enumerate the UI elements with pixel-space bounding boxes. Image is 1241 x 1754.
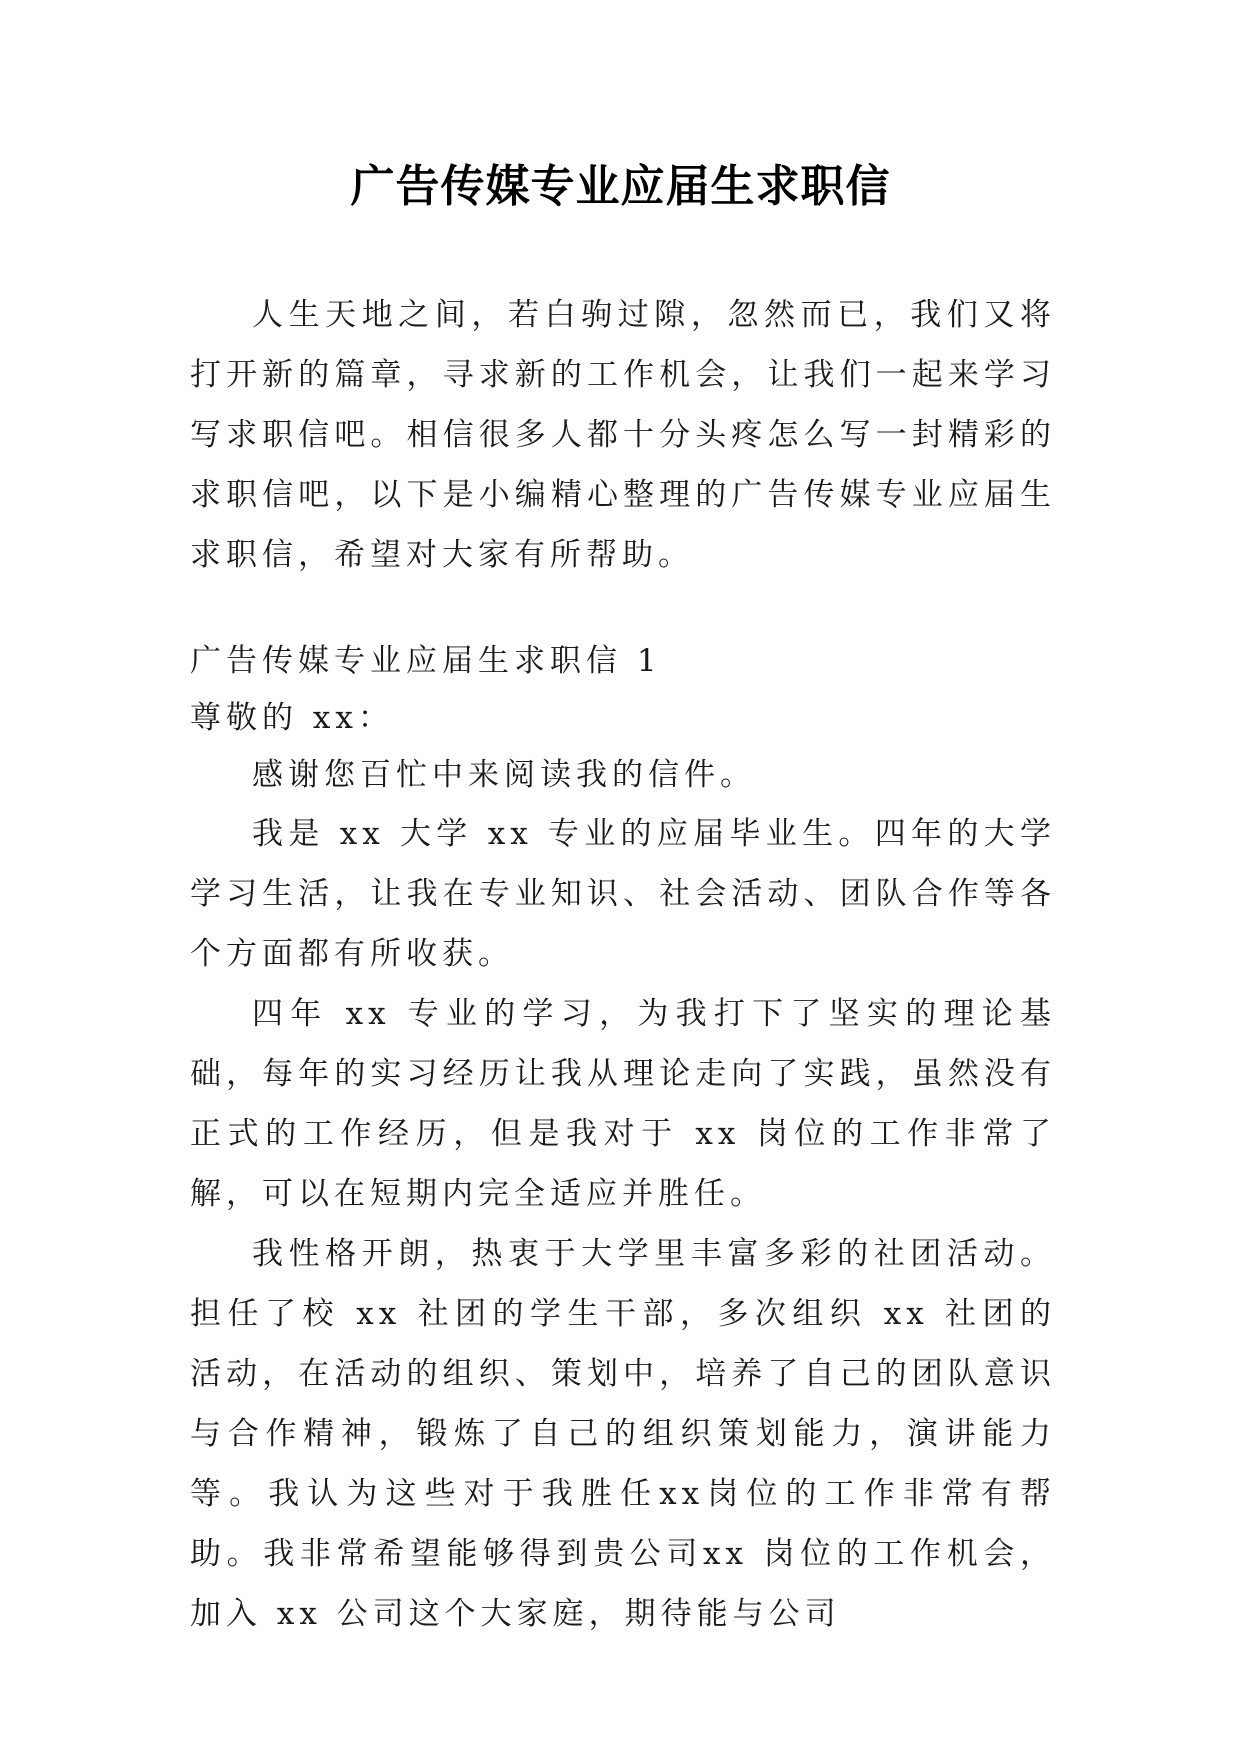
- body-paragraph: 我性格开朗，热衷于大学里丰富多彩的社团活动。担任了校 xx 社团的学生干部，多次组织 xx 社团的活动，在活动的组织、策划中，培养了自己的团队意识与合作精神，锻炼了自己的组织策划能力，演讲能力等。我认为这些对于我胜任xx岗位的工作非常有帮助。我非常希望能够得到贵公司xx 岗位的工作机会，加入 xx 公司这个大家庭，期待能与公司: [190, 1236, 1056, 1632]
- intro-paragraph: 人生天地之间，若白驹过隙，忽然而已，我们又将打开新的篇章，寻求新的工作机会，让我们一起来学习写求职信吧。相信很多人都十分头疼怎么写一封精彩的求职信吧，以下是小编精心整理的广告传媒专业应届生求职信，希望对大家有所帮助。: [190, 297, 1056, 573]
- salutation: 尊敬的 xx：: [190, 700, 394, 736]
- body-paragraph: 我是 xx 大学 xx 专业的应届毕业生。四年的大学学习生活，让我在专业知识、社会活动、团队合作等各个方面都有所收获。: [190, 816, 1056, 972]
- document-title: 广告传媒专业应届生求职信: [350, 161, 891, 212]
- section-heading: 广告传媒专业应届生求职信 1: [190, 643, 662, 679]
- document-body: [190, 285, 1056, 1644]
- body-paragraph: 四年 xx 专业的学习，为我打下了坚实的理论基础，每年的实习经历让我从理论走向了实践，虽然没有正式的工作经历，但是我对于 xx 岗位的工作非常了解，可以在短期内完全适应并胜任。: [190, 996, 1056, 1212]
- paragraph-spacer: [190, 585, 1056, 633]
- body-paragraph: 感谢您百忙中来阅读我的信件。: [252, 757, 756, 793]
